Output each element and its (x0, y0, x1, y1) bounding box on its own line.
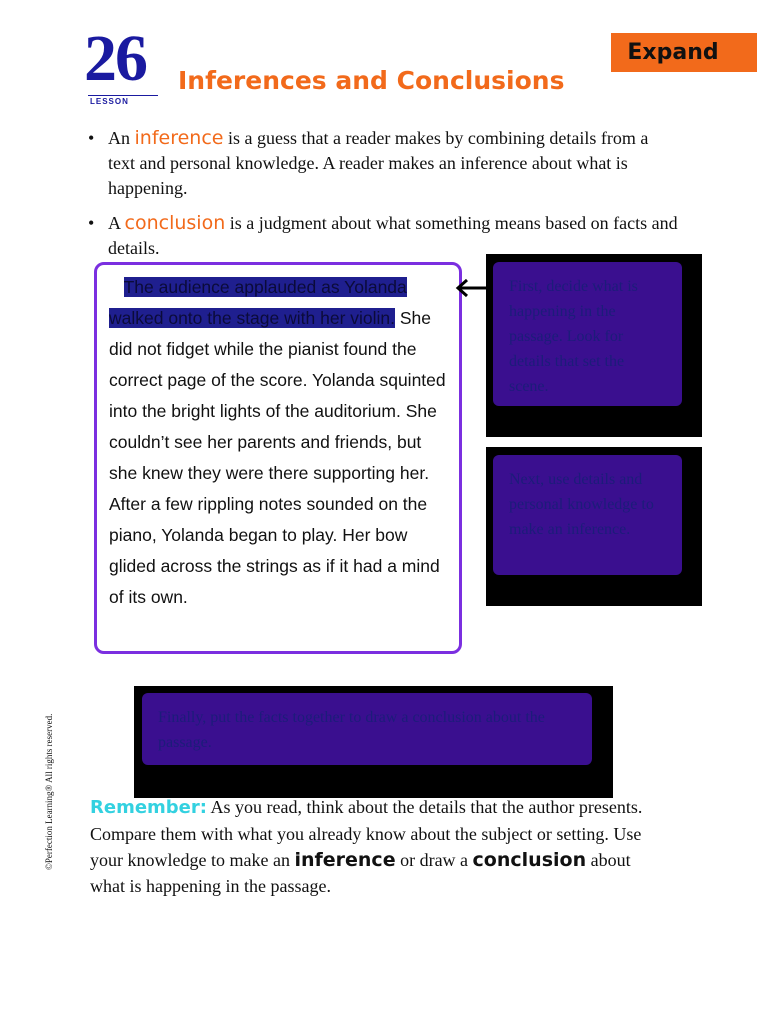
note-finally: Finally, put the facts together to draw a conclusion about the passage. (142, 693, 592, 765)
reading-passage (109, 272, 449, 613)
lesson-number: 26 (84, 22, 146, 95)
inference-term: inference (294, 849, 396, 871)
bullet-dot: • (88, 213, 95, 233)
inference-definition (88, 126, 678, 201)
note-first: First, decide what is happening in the passage. Look for details that set the scene. (493, 262, 682, 406)
page-title: Inferences and Conclusions (178, 66, 565, 95)
copyright-notice: ©Perfection Learning® All rights reserved. (44, 713, 54, 870)
bullet-text: An inference is a guess that a reader makes by combining details from a text and personal knowledge. A reader makes an inference about what is happening. (108, 127, 649, 198)
remember-paragraph: Remember: As you read, think about the details that the author presents. Compare them with what you already know about the subject or setting. Use your knowledge to make an inference or draw a conclusion about what is happening in the passage. (90, 797, 643, 896)
conclusion-term: conclusion (472, 849, 587, 871)
passage-body: She did not fidget while the pianist found the correct page of the score. Yolanda squinted into the bright lights of the auditorium. She couldn’t see her parents and friends, but she knew they were there supporting her. After a few rippling notes sounded on the piano, Yolanda began to play. Her bow glided across the strings as if it had a mind of its own. (109, 308, 446, 607)
lesson-divider (88, 95, 158, 96)
expand-button[interactable]: Expand (611, 33, 757, 72)
lesson-label: LESSON (90, 97, 129, 106)
bullet-text: A conclusion is a judgment about what something means based on facts and details. (108, 212, 678, 258)
conclusion-keyword: conclusion (124, 212, 226, 234)
highlighted-sentence: The audience applauded as Yolanda walked onto the stage with her violin. (109, 277, 407, 328)
note-next: Next, use details and personal knowledge to make an inference. (493, 455, 682, 575)
remember-label: Remember: (90, 797, 207, 818)
bullet-dot: • (88, 128, 95, 148)
inference-keyword: inference (134, 127, 224, 149)
